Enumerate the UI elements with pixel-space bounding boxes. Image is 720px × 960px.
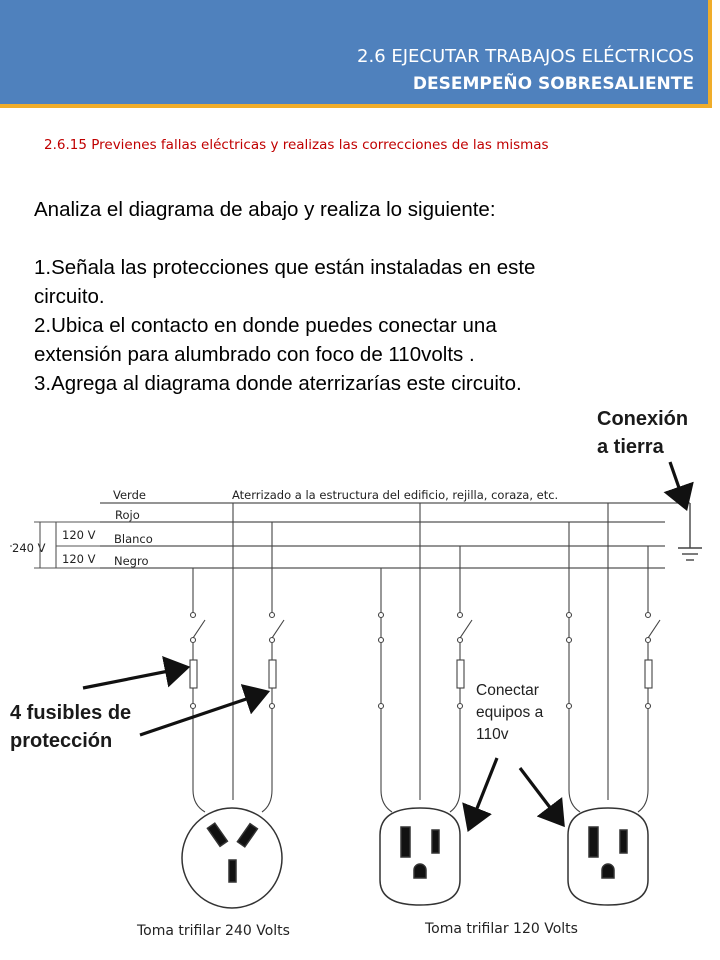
switch-381 [379, 613, 384, 709]
ground-symbol [678, 503, 702, 560]
instruction-line-4: extensión para alumbrado con foco de 110volts . [34, 343, 475, 366]
annotation-connect [476, 680, 543, 746]
voltage-total: 240 V [12, 541, 46, 555]
switch-fuse-648 [645, 613, 660, 709]
annotation-ground-line1: Conexión [597, 408, 689, 430]
voltage-upper: 120 V [62, 528, 96, 542]
arrow-connect-2 [520, 768, 561, 822]
arrow-connect-1 [470, 758, 497, 826]
outlet-120v-a [380, 808, 460, 905]
label-blanco: Blanco [114, 532, 153, 546]
label-verde: Verde [113, 488, 146, 502]
annotation-ground [597, 405, 688, 461]
competency-statement: 2.6.15 Previenes fallas eléctricas y realizas las correcciones de las mismas [44, 137, 549, 153]
voltage-lower: 120 V [62, 552, 96, 566]
annotation-fuses [10, 699, 131, 755]
instruction-line-5: 3.Agrega al diagrama donde aterrizarías este circuito. [34, 372, 522, 395]
annotation-connect-line2: equipos a [476, 704, 544, 721]
outlet-240-label: Toma trifilar 240 Volts [137, 923, 290, 939]
outlet-120v-b [568, 808, 648, 905]
header-banner [0, 0, 712, 108]
annotation-fuses-line2: protección [10, 730, 113, 752]
instruction-line-1: 1.Señala las protecciones que están instaladas en este [34, 256, 536, 279]
ground-note: Aterrizado a la estructura del edificio, rejilla, coraza, etc. [232, 488, 559, 502]
arrow-fuse-2 [140, 693, 264, 735]
switch-fuse-460 [457, 613, 472, 709]
switch-fuse-193 [190, 613, 205, 709]
annotation-fuses-line1: 4 fusibles de [10, 702, 132, 724]
arrow-fuse-1 [83, 668, 184, 688]
annotation-connect-line1: Conectar [476, 682, 539, 699]
switch-fuse-272 [269, 613, 284, 709]
instruction-line-2: circuito. [34, 285, 105, 308]
outlet-240v [182, 808, 282, 908]
header-subtitle: DESEMPEÑO SOBRESALIENTE [412, 74, 694, 94]
label-rojo: Rojo [115, 508, 140, 522]
branch-circuits [190, 503, 660, 812]
wiring-diagram [0, 400, 720, 960]
header-title: 2.6 EJECUTAR TRABAJOS ELÉCTRICOS [357, 46, 694, 67]
annotation-connect-line3: 110v [476, 726, 509, 743]
instructions-intro: Analiza el diagrama de abajo y realiza lo siguiente: [34, 198, 496, 221]
annotation-arrows [83, 462, 685, 826]
instruction-line-3: 2.Ubica el contacto en donde puedes conectar una [34, 314, 497, 337]
label-negro: Negro [114, 554, 149, 568]
bus-wires [100, 503, 690, 568]
outlet-120-label: Toma trifilar 120 Volts [425, 921, 578, 937]
arrow-ground [670, 462, 685, 505]
annotation-ground-line2: a tierra [597, 436, 664, 458]
switch-569 [567, 613, 572, 709]
